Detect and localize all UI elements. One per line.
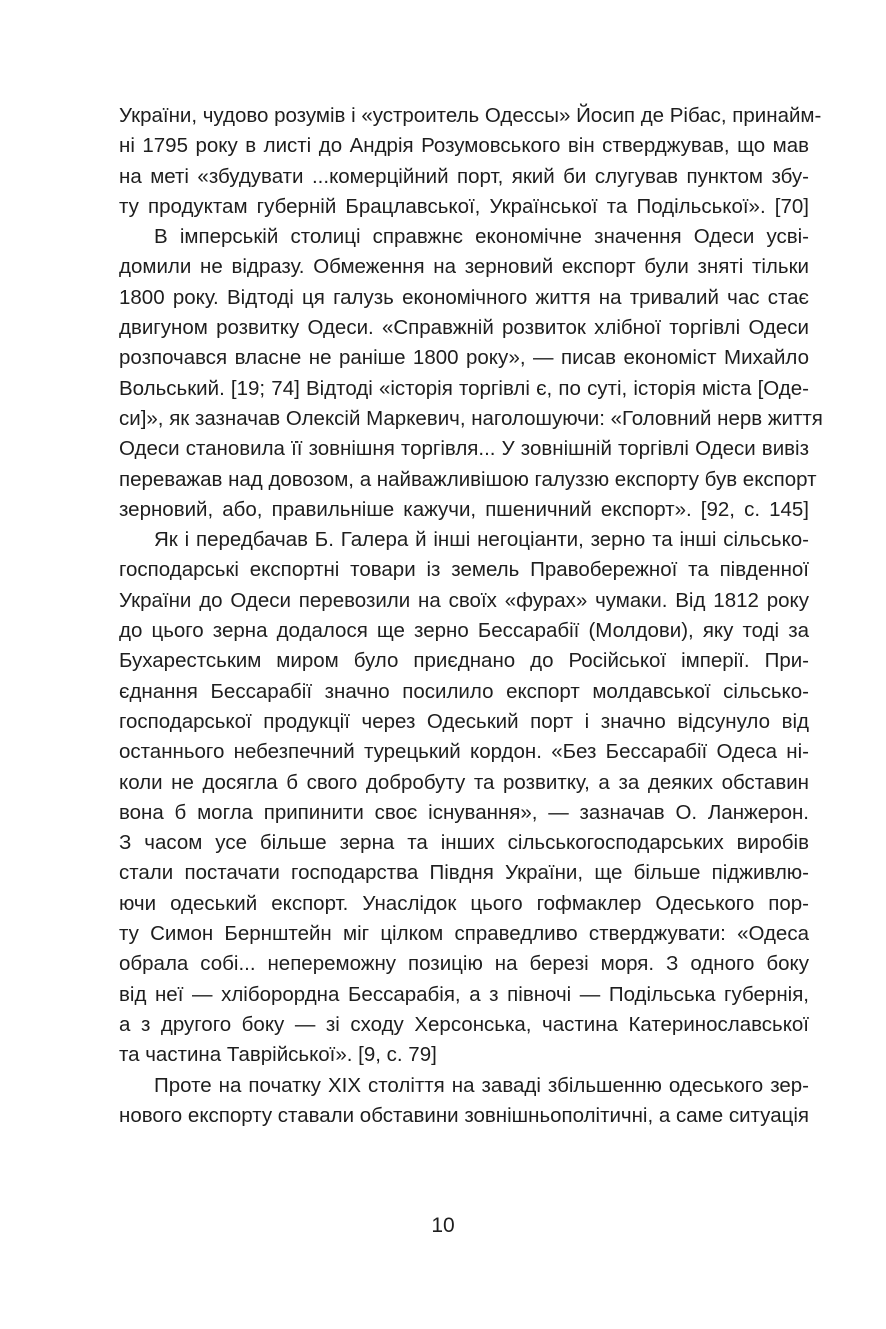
text-line: Як і передбачав Б. Галера й інші негоціанти, зерно та інші сільсько- (154, 528, 809, 552)
text-line: ні 1795 року в листі до Андрія Розумовського він стверджував, що мав (119, 134, 809, 158)
text-line: господарські експортні товари із земель Правобережної та південної (119, 558, 809, 582)
text-line: стали постачати господарства Півдня України, ще більше підживлю- (119, 861, 809, 885)
text-line: від неї — хліборордна Бессарабія, а з півночі — Подільська губернія, (119, 982, 809, 1006)
page-number: 10 (431, 1214, 455, 1237)
paragraph-2 (119, 222, 823, 525)
text-line: зерновий, або, правильніше кажучи, пшеничний експорт». [92, с. 145] (119, 497, 809, 521)
page-body (119, 101, 823, 1131)
text-line: си]», як зазначав Олексій Маркевич, наголошуючи: «Головний нерв життя (119, 406, 823, 430)
paragraph-3 (119, 525, 809, 1070)
text-line: ту Симон Бернштейн міг цілком справедливо стверджувати: «Одеса (119, 922, 809, 946)
text-line: останнього небезпечний турецький кордон. «Без Бессарабії Одеса ні- (119, 740, 809, 764)
text-line: Проте на початку XIX століття на заваді збільшенню одеського зер- (154, 1073, 809, 1097)
text-line: двигуном розвитку Одеси. «Справжній розвиток хлібної торгівлі Одеси (119, 316, 809, 340)
text-line: нового експорту ставали обставини зовнішньополітичні, а саме ситуація (119, 1103, 809, 1127)
text-line: коли не досягла б свого добробуту та розвитку, а за деяких обставин (119, 770, 809, 794)
text-line: Вольський. [19; 74] Відтоді «історія торгівлі є, по суті, історія міста [Оде- (119, 376, 809, 400)
text-line: ту продуктам губерній Брацлавської, Української та Подільської». [70] (119, 194, 809, 218)
text-line: господарської продукції через Одеський порт і значно відсунуло від (119, 709, 809, 733)
paragraph-1 (119, 101, 822, 222)
text-line: та частина Таврійської». [9, с. 79] (119, 1043, 437, 1067)
text-line: єднання Бессарабії значно посилило експорт молдавської сільсько- (119, 679, 809, 703)
text-line: розпочався власне не раніше 1800 року», — писав економіст Михайло (119, 346, 809, 370)
text-line: Бухарестським миром було приєднано до Російської імперії. При- (119, 649, 809, 673)
text-line: на меті «збудувати ...комерційний порт, який би слугував пунктом збу- (119, 164, 809, 188)
text-line: Одеси становила її зовнішня торгівля... У зовнішній торгівлі Одеси вивіз (119, 437, 809, 461)
text-line: З часом усе більше зерна та інших сільськогосподарських виробів (119, 831, 809, 855)
text-line: вона б могла припинити своє існування», — зазначав О. Ланжерон. (119, 800, 809, 824)
text-line: України, чудово розумів і «устроитель Одессы» Йосип де Рібас, принайм- (119, 104, 822, 127)
text-line: домили не відразу. Обмеження на зерновий експорт були зняті тільки (119, 255, 809, 279)
text-line: переважав над довозом, а найважливішою галуззю експорту був експорт (119, 467, 817, 491)
paragraph-4 (119, 1071, 809, 1132)
text-line: України до Одеси перевозили на своїх «фурах» чумаки. Від 1812 року (119, 588, 809, 612)
text-line: до цього зерна додалося ще зерно Бессарабії (Молдови), яку тоді за (119, 619, 809, 643)
text-line: ючи одеський експорт. Унаслідок цього гофмаклер Одеського пор- (119, 891, 809, 915)
text-line: обрала собі... непереможну позицію на березі моря. З одного боку (119, 952, 809, 976)
text-line: 1800 року. Відтоді ця галузь економічного життя на тривалий час стає (119, 285, 809, 309)
text-line: а з другого боку — зі сходу Херсонська, частина Катеринославської (119, 1012, 809, 1036)
text-line: В імперській столиці справжнє економічне значення Одеси усві- (154, 225, 809, 249)
